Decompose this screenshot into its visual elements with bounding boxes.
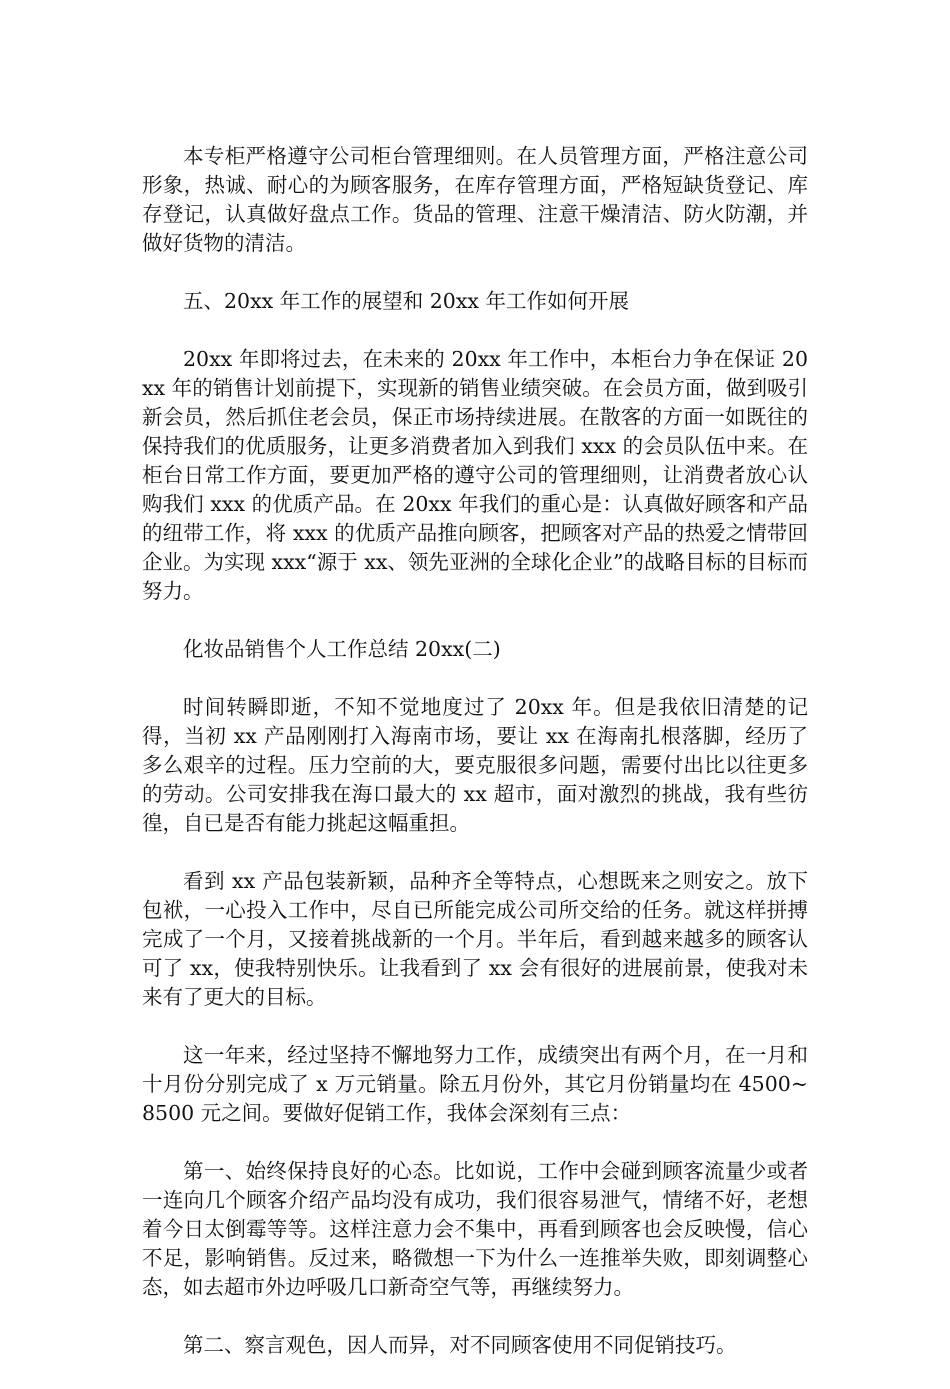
paragraph-sales-results: 这一年来，经过坚持不懈地努力工作，成绩突出有两个月，在一月和十月份分别完成了 x 万元销量。除五月份外，其它月份销量均在 4500~8500 元之间。要做好促销工作，我体会深刻有三点：: [142, 1043, 808, 1125]
paragraph-point-one: 第一、始终保持良好的心态。比如说，工作中会碰到顾客流量少或者一连向几个顾客介绍产品均没有成功，我们很容易泄气，情绪不好，老想着今日太倒霉等等。这样注意力会不集中，再看到顾客也会反映慢，信心不足，影响销售。反过来，略微想一下为什么一连推举失败，即刻调整心态，如去超市外边呼吸几口新奇空气等，再继续努力。: [142, 1159, 808, 1299]
paragraph-outlook: 20xx 年即将过去，在未来的 20xx 年工作中，本柜台力争在保证 20xx 年的销售计划前提下，实现新的销售业绩突破。在会员方面，做到吸引新会员，然后抓住老会员，保正市场持续进展。在散客的方面一如既往的保持我们的优质服务，让更多消费者加入到我们 xxx 的会员队伍中来。在柜台日常工作方面，要更加严格的遵守公司的管理细则，让消费者放心认购我们 xxx 的优质产品。在 20xx 年我们的重心是：认真做好顾客和产品的纽带工作，将 xxx 的优质产品推向顾客，把顾客对产品的热爱之情带回企业。为实现 xxx“源于 xx、领先亚洲的全球化企业”的战略目标的目标而努力。: [142, 347, 808, 603]
paragraph-product-features: 看到 xx 产品包装新颖，品种齐全等特点，心想既来之则安之。放下包袱，一心投入工作中，尽自已所能完成公司所交给的任务。就这样拼搏完成了一个月，又接着挑战新的一个月。半年后，看到越来越多的顾客认可了 xx，使我特别快乐。让我看到了 xx 会有很好的进展前景，使我对未来有了更大的目标。: [142, 869, 808, 1009]
paragraph-counter-management: 本专柜严格遵守公司柜台管理细则。在人员管理方面，严格注意公司形象，热诚、耐心的为顾客服务，在库存管理方面，严格短缺货登记、库存登记，认真做好盘点工作。货品的管理、注意干燥清洁、防火防潮，并做好货物的清洁。: [142, 144, 808, 255]
section-heading-outlook: 五、20xx 年工作的展望和 20xx 年工作如何开展: [183, 289, 629, 313]
document-body: [142, 142, 808, 1389]
paragraph-time-flies: 时间转瞬即逝，不知不觉地度过了 20xx 年。但是我依旧清楚的记得，当初 xx 产品刚刚打入海南市场，要让 xx 在海南扎根落脚，经历了多么艰辛的过程。压力空前的大，要克服很多问题，需要付出比以往更多的劳动。公司安排我在海口最大的 xx 超市，面对激烈的挑战，我有些彷徨，自已是否有能力挑起这幅重担。: [142, 695, 808, 835]
paragraph-point-two: 第二、察言观色，因人而异，对不同顾客使用不同促销技巧。: [183, 1333, 737, 1357]
section-heading-summary-two: 化妆品销售个人工作总结 20xx(二): [183, 637, 501, 661]
